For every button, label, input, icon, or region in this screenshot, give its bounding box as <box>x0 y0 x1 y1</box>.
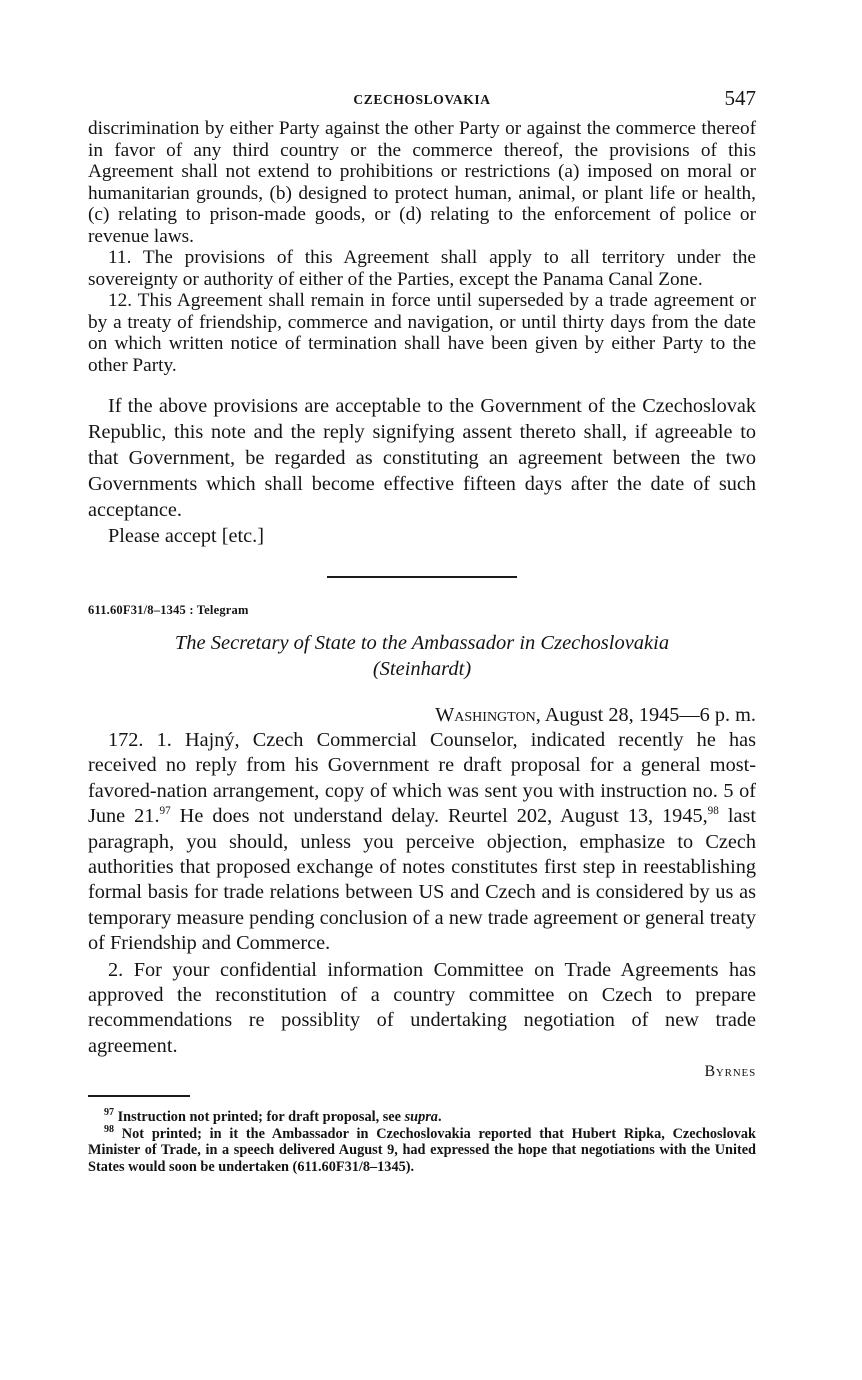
telegram-body <box>88 728 756 1059</box>
footnote-italic: supra <box>404 1109 438 1126</box>
continued-paragraph: discrimination by either Party against the other Party or against the commerce thereof in favor of any third country or the commerce thereof, the provisions of this Agreement shall not extend to prohibitions or restrictions (a) imposed on moral or humanitarian grounds, (b) designed to protect human, animal, or plant life or health, (c) relating to prison-made goods, or (d) relating to the enforcement of police or revenue laws. <box>88 118 756 247</box>
continued-agreement-text <box>88 118 756 376</box>
section-divider <box>327 576 517 578</box>
running-title: CZECHOSLOVAKIA <box>353 92 491 107</box>
dateline-place: Washington <box>435 704 536 726</box>
footnote-text-end: . <box>437 1109 442 1126</box>
paragraph-1-text-a: 172. 1. Hajný, Czech Commercial Counselor, indicated recently he has received no reply from his Government re draft proposal for a general most-favored-nation arrangement, copy of which was sent you with instruction no. 5 of June 21. <box>88 729 756 828</box>
footnote-98 <box>88 1126 756 1176</box>
article-12-paragraph: 12. This Agreement shall remain in force until superseded by a trade agreement or by a treaty of friendship, commerce and navigation, or until thirty days from the date on which written notice of termination shall have been given by either Party to the other Party. <box>88 290 756 376</box>
heading-line-1: The Secretary of State to the Ambassador in Czechoslovakia <box>174 632 670 654</box>
telegram-paragraph-2: 2. For your confidential information Committee on Trade Agreements has approved the reconstitution of a country committee on Czech to prepare recommendations re possiblity of undertaking negotiation of new trade agreement. <box>88 958 756 1057</box>
closing-text <box>88 393 756 549</box>
courtesy-closing: Please accept [etc.] <box>108 525 264 547</box>
paragraph-1-text-b: He does not understand delay. Reurtel 202, August 13, 1945, <box>170 805 708 828</box>
footnotes <box>88 1109 756 1175</box>
article-11-paragraph: 11. The provisions of this Agreement shall apply to all territory under the sovereignty or authority of either of the Parties, except the Panama Canal Zone. <box>88 247 756 290</box>
paragraph-1-text-c: last paragraph, you should, unless you perceive objection, emphasize to Czech authorities that proposed exchange of notes constitutes first step in reestablishing formal basis for trade relations between US and Czech and is considered by us as temporary measure pending conclusion of a new trade agreement or general treaty of Friendship and Commerce. <box>88 805 756 955</box>
footnote-mark: 98 <box>104 1124 114 1136</box>
footnote-97 <box>88 1109 756 1126</box>
running-header <box>88 86 756 118</box>
acceptance-paragraph: If the above provisions are acceptable to the Government of the Czechoslovak Republic, this note and the reply signifying assent thereto shall, if agreeable to that Government, be regarded as constituting an agreement between the two Governments which shall become effective fifteen days after the date of such acceptance. <box>88 395 756 521</box>
dateline-date: , August 28, 1945—6 p. m. <box>535 704 756 726</box>
file-reference: 611.60F31/8–1345 : Telegram <box>88 603 249 617</box>
heading-line-2: (Steinhardt) <box>372 658 472 680</box>
page-number: 547 <box>724 86 756 110</box>
document-page <box>88 86 756 1176</box>
footnote-text: Not printed; in it the Ambassador in Czechoslovakia reported that Hubert Ripka, Czechoslovak Minister of Trade, in a speech delivered August 9, had expressed the hope that negotiations with the United States would soon be undertaken (611.60F31/8–1345). <box>88 1125 756 1176</box>
footnote-rule <box>88 1095 190 1097</box>
footnote-ref-98: 98 <box>707 805 719 818</box>
telegram-paragraph-1 <box>88 728 756 957</box>
document-heading <box>88 630 756 682</box>
footnote-text: Instruction not printed; for draft proposal, see <box>117 1109 405 1126</box>
dateline <box>88 702 756 728</box>
footnote-mark: 97 <box>104 1107 114 1119</box>
signature: Byrnes <box>704 1063 756 1081</box>
footnote-ref-97: 97 <box>159 805 171 818</box>
